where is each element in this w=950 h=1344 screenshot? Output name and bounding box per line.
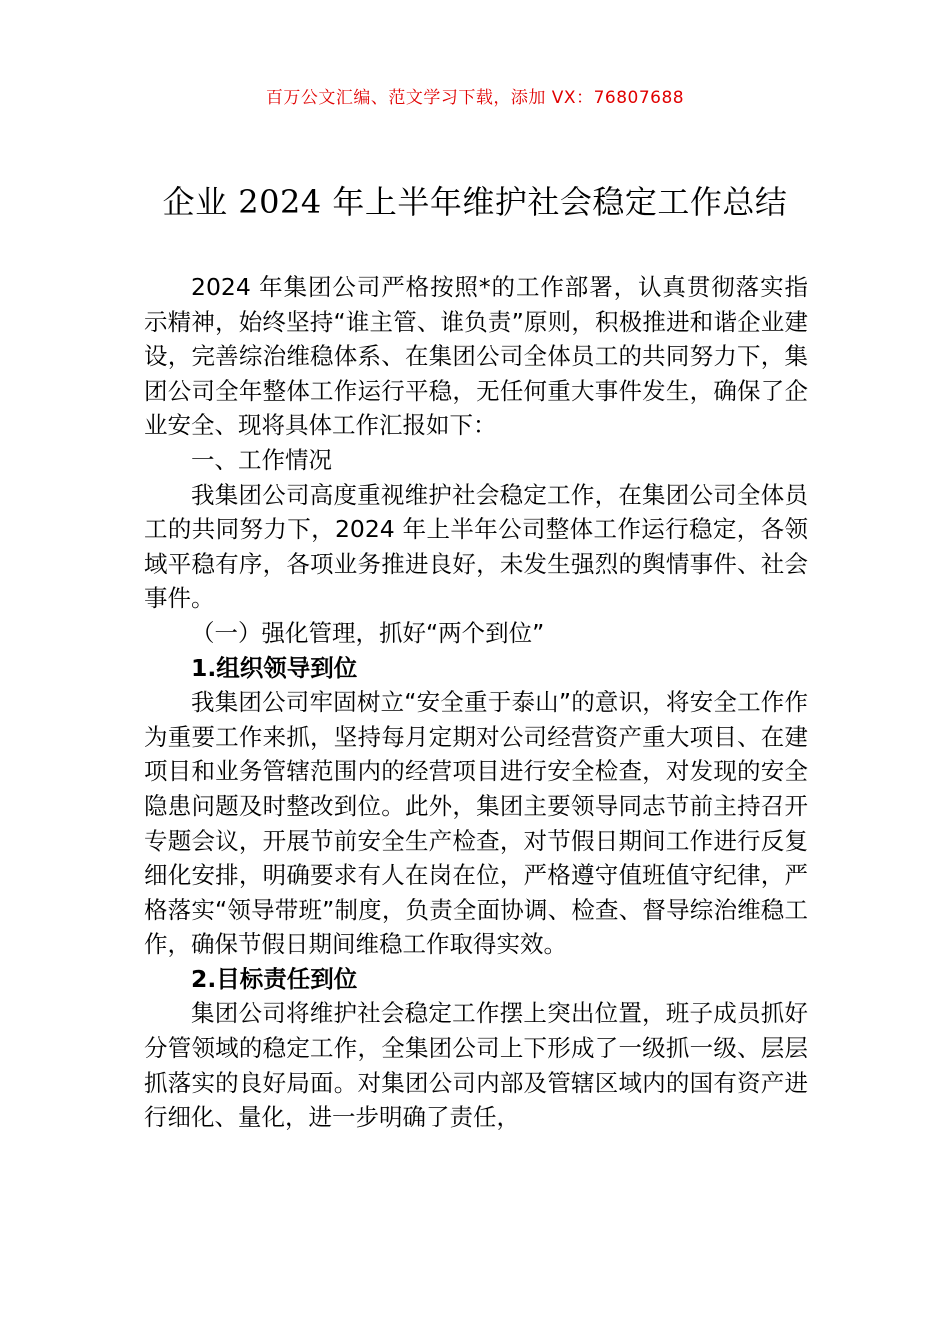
item-paragraph-responsibility: 集团公司将维护社会稳定工作摆上突出位置，班子成员抓好分管领域的稳定工作，全集团公司上下形成了一级抓一级、层层抓落实的良好局面。对集团公司内部及管辖区域内的国有资产进行细化、量化，进一步明确了责任， xyxy=(144,999,808,1132)
subsection-heading: （一）强化管理，抓好“两个到位” xyxy=(191,618,545,647)
item-heading-responsibility: 2.目标责任到位 xyxy=(191,964,358,993)
section-heading: 一、工作情况 xyxy=(191,445,332,474)
document-title: 企业 2024 年上半年维护社会稳定工作总结 xyxy=(162,183,788,221)
document-body xyxy=(144,270,808,1135)
watermark-text: 百万公文汇编、范文学习下载，添加 VX：76807688 xyxy=(265,88,685,108)
item-heading-organization: 1.组织领导到位 xyxy=(191,653,358,682)
section-paragraph: 我集团公司高度重视维护社会稳定工作，在集团公司全体员工的共同努力下，2024 年上半年公司整体工作运行稳定，各领域平稳有序，各项业务推进良好，未发生强烈的舆情事件、社会事件。 xyxy=(144,480,808,613)
intro-paragraph: 2024 年集团公司严格按照*的工作部署，认真贯彻落实指示精神，始终坚持“谁主管、谁负责”原则，积极推进和谐企业建设，完善综治维稳体系、在集团公司全体员工的共同努力下，集团公司全年整体工作运行平稳，无任何重大事件发生，确保了企业安全、现将具体工作汇报如下： xyxy=(144,273,808,440)
item-paragraph-organization: 我集团公司牢固树立“安全重于泰山”的意识，将安全工作作为重要工作来抓，坚持每月定期对公司经营资产重大项目、在建项目和业务管辖范围内的经营项目进行安全检查，对发现的安全隐患问题及时整改到位。此外，集团主要领导同志节前主持召开专题会议，开展节前安全生产检查，对节假日期间工作进行反复细化安排，明确要求有人在岗在位，严格遵守值班值守纪律，严格落实“领导带班”制度，负责全面协调、检查、督导综治维稳工作，确保节假日期间维稳工作取得实效。 xyxy=(144,688,808,959)
